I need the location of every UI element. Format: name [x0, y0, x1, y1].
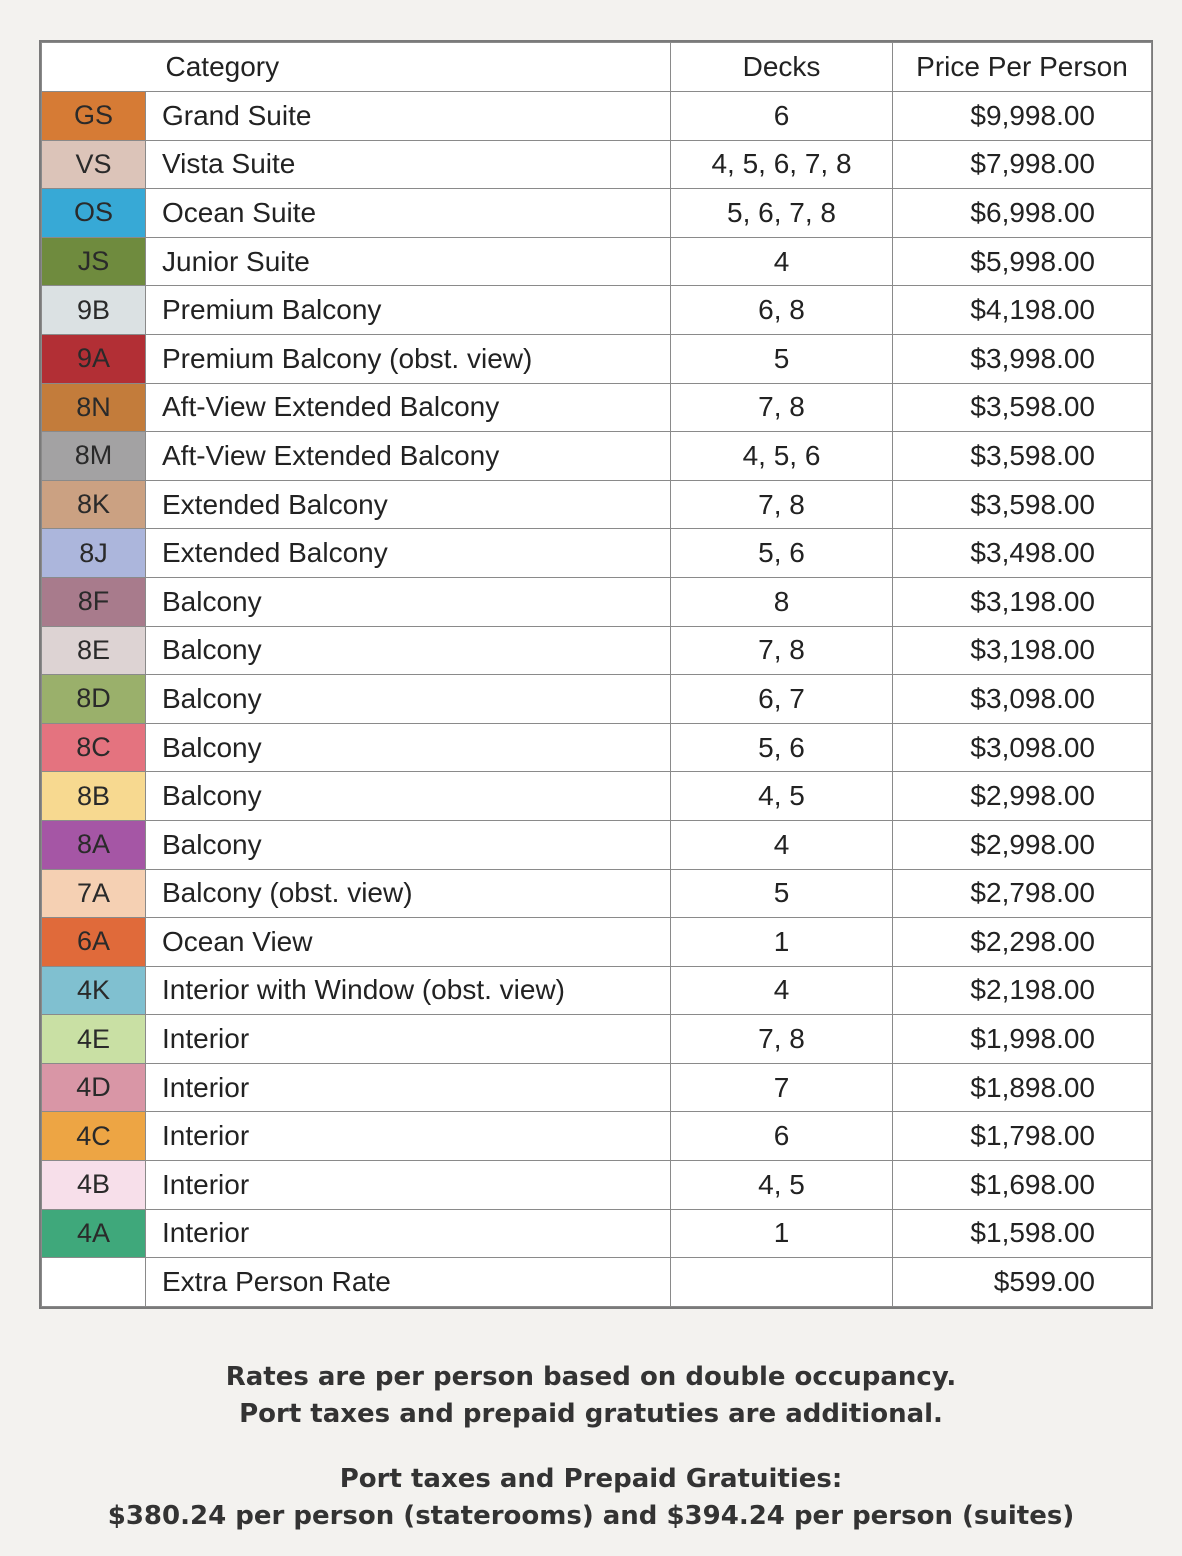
price-cell: $7,998.00 [893, 140, 1152, 189]
category-code-swatch: 8F [42, 577, 146, 626]
category-name-cell: Vista Suite [146, 140, 671, 189]
decks-cell: 4, 5 [671, 772, 893, 821]
price-cell: $2,798.00 [893, 869, 1152, 918]
table-row [42, 1161, 1152, 1210]
price-cell: $2,298.00 [893, 918, 1152, 967]
decks-cell: 5, 6 [671, 723, 893, 772]
table-row [42, 529, 1152, 578]
price-cell: $2,998.00 [893, 772, 1152, 821]
table-row [42, 918, 1152, 967]
decks-cell [671, 1258, 893, 1307]
table-body [42, 92, 1152, 1307]
category-code-swatch: 8A [42, 820, 146, 869]
decks-cell: 6, 7 [671, 675, 893, 724]
decks-cell: 1 [671, 918, 893, 967]
category-name-cell: Extra Person Rate [146, 1258, 671, 1307]
decks-cell: 5 [671, 334, 893, 383]
taxes-note [0, 1461, 1182, 1535]
rates-note-line-1: Rates are per person based on double occupancy. [225, 1362, 957, 1392]
category-code-swatch: 8D [42, 675, 146, 724]
table-row [42, 820, 1152, 869]
decks-cell: 4 [671, 820, 893, 869]
decks-cell: 4 [671, 966, 893, 1015]
table-row [42, 432, 1152, 481]
header-price: Price Per Person [893, 43, 1152, 92]
decks-cell: 6 [671, 1112, 893, 1161]
price-cell: $3,598.00 [893, 432, 1152, 481]
table-row [42, 869, 1152, 918]
price-cell: $3,998.00 [893, 334, 1152, 383]
category-name-cell: Balcony [146, 675, 671, 724]
decks-cell: 7, 8 [671, 626, 893, 675]
price-cell: $1,898.00 [893, 1063, 1152, 1112]
decks-cell: 4, 5 [671, 1161, 893, 1210]
table-row [42, 577, 1152, 626]
decks-cell: 1 [671, 1209, 893, 1258]
table-row [42, 1063, 1152, 1112]
price-cell: $3,198.00 [893, 626, 1152, 675]
category-name-cell: Interior [146, 1209, 671, 1258]
decks-cell: 7, 8 [671, 1015, 893, 1064]
price-cell: $3,098.00 [893, 723, 1152, 772]
category-code-swatch: 8J [42, 529, 146, 578]
table-row [42, 675, 1152, 724]
category-code-swatch: 8N [42, 383, 146, 432]
category-code-swatch [42, 1258, 146, 1307]
category-code-swatch: 4A [42, 1209, 146, 1258]
price-cell: $5,998.00 [893, 237, 1152, 286]
category-name-cell: Grand Suite [146, 92, 671, 141]
taxes-note-line-1: Port taxes and Prepaid Gratuities: [339, 1464, 843, 1494]
table-row [42, 723, 1152, 772]
category-name-cell: Interior [146, 1063, 671, 1112]
category-name-cell: Aft-View Extended Balcony [146, 383, 671, 432]
decks-cell: 5, 6, 7, 8 [671, 189, 893, 238]
price-table [41, 42, 1152, 1307]
table-row [42, 286, 1152, 335]
category-name-cell: Balcony [146, 626, 671, 675]
table-row [42, 140, 1152, 189]
category-name-cell: Ocean View [146, 918, 671, 967]
category-name-cell: Interior with Window (obst. view) [146, 966, 671, 1015]
table-header-row [42, 43, 1152, 92]
table-row [42, 1209, 1152, 1258]
category-name-cell: Balcony [146, 723, 671, 772]
price-cell: $6,998.00 [893, 189, 1152, 238]
category-name-cell: Balcony [146, 772, 671, 821]
price-cell: $2,998.00 [893, 820, 1152, 869]
table-row [42, 480, 1152, 529]
rates-note [0, 1359, 1182, 1433]
table-row [42, 1258, 1152, 1307]
price-cell: $1,998.00 [893, 1015, 1152, 1064]
taxes-note-line-2: $380.24 per person (staterooms) and $394.24 per person (suites) [107, 1501, 1075, 1531]
category-name-cell: Interior [146, 1112, 671, 1161]
table-row [42, 334, 1152, 383]
category-name-cell: Interior [146, 1015, 671, 1064]
category-code-swatch: 4D [42, 1063, 146, 1112]
decks-cell: 7 [671, 1063, 893, 1112]
table-row [42, 237, 1152, 286]
category-code-swatch: 4E [42, 1015, 146, 1064]
category-code-swatch: 4C [42, 1112, 146, 1161]
category-code-swatch: 4B [42, 1161, 146, 1210]
category-code-swatch: 8B [42, 772, 146, 821]
category-name-cell: Extended Balcony [146, 529, 671, 578]
price-cell: $599.00 [893, 1258, 1152, 1307]
category-code-swatch: JS [42, 237, 146, 286]
price-cell: $3,598.00 [893, 480, 1152, 529]
decks-cell: 5, 6 [671, 529, 893, 578]
category-code-swatch: OS [42, 189, 146, 238]
category-code-swatch: 8K [42, 480, 146, 529]
category-name-cell: Premium Balcony [146, 286, 671, 335]
decks-cell: 7, 8 [671, 383, 893, 432]
category-code-swatch: 4K [42, 966, 146, 1015]
price-cell: $2,198.00 [893, 966, 1152, 1015]
price-table-card [39, 40, 1153, 1309]
category-code-swatch: 8E [42, 626, 146, 675]
category-name-cell: Ocean Suite [146, 189, 671, 238]
decks-cell: 8 [671, 577, 893, 626]
table-row [42, 1015, 1152, 1064]
category-name-cell: Aft-View Extended Balcony [146, 432, 671, 481]
header-code-cell [42, 43, 146, 92]
decks-cell: 4 [671, 237, 893, 286]
category-code-swatch: GS [42, 92, 146, 141]
header-category: Category [146, 43, 671, 92]
category-name-cell: Junior Suite [146, 237, 671, 286]
header-decks: Decks [671, 43, 893, 92]
price-cell: $1,798.00 [893, 1112, 1152, 1161]
category-name-cell: Balcony [146, 820, 671, 869]
table-row [42, 772, 1152, 821]
decks-cell: 4, 5, 6 [671, 432, 893, 481]
price-cell: $1,598.00 [893, 1209, 1152, 1258]
price-cell: $4,198.00 [893, 286, 1152, 335]
price-cell: $3,198.00 [893, 577, 1152, 626]
decks-cell: 7, 8 [671, 480, 893, 529]
decks-cell: 5 [671, 869, 893, 918]
category-name-cell: Interior [146, 1161, 671, 1210]
table-row [42, 1112, 1152, 1161]
price-cell: $3,598.00 [893, 383, 1152, 432]
category-name-cell: Premium Balcony (obst. view) [146, 334, 671, 383]
table-row [42, 92, 1152, 141]
price-cell: $3,098.00 [893, 675, 1152, 724]
category-code-swatch: 9B [42, 286, 146, 335]
category-code-swatch: 7A [42, 869, 146, 918]
category-name-cell: Extended Balcony [146, 480, 671, 529]
category-code-swatch: 6A [42, 918, 146, 967]
category-code-swatch: 9A [42, 334, 146, 383]
rates-note-line-2: Port taxes and prepaid gratuties are additional. [239, 1399, 943, 1429]
decks-cell: 4, 5, 6, 7, 8 [671, 140, 893, 189]
category-name-cell: Balcony (obst. view) [146, 869, 671, 918]
category-code-swatch: VS [42, 140, 146, 189]
price-cell: $1,698.00 [893, 1161, 1152, 1210]
table-row [42, 189, 1152, 238]
table-row [42, 383, 1152, 432]
table-row [42, 966, 1152, 1015]
category-code-swatch: 8C [42, 723, 146, 772]
decks-cell: 6 [671, 92, 893, 141]
table-row [42, 626, 1152, 675]
price-cell: $9,998.00 [893, 92, 1152, 141]
decks-cell: 6, 8 [671, 286, 893, 335]
category-code-swatch: 8M [42, 432, 146, 481]
category-name-cell: Balcony [146, 577, 671, 626]
price-cell: $3,498.00 [893, 529, 1152, 578]
